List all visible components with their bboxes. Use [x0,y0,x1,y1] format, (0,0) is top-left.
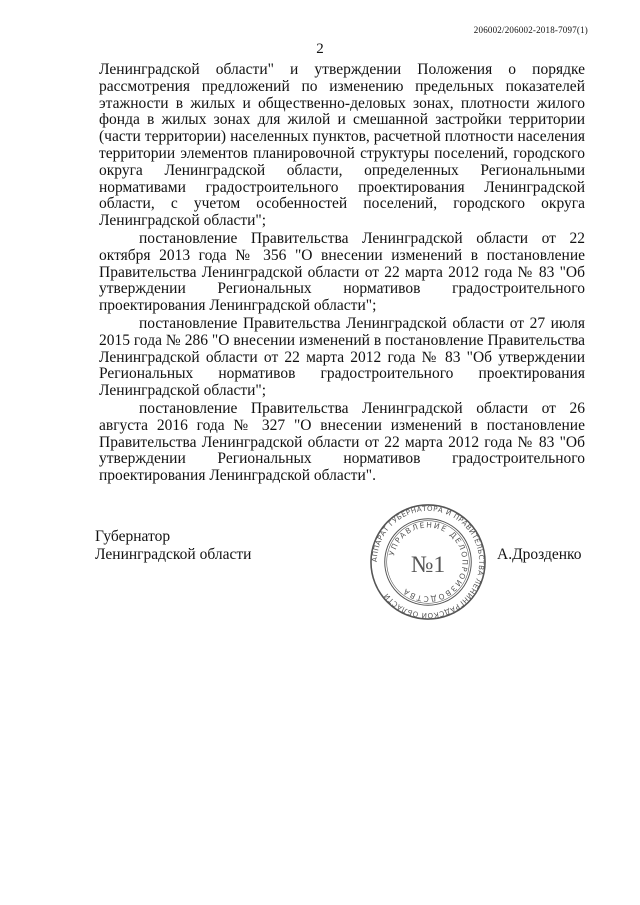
paragraph-4: постановление Правительства Ленинградской области от 26 августа 2016 года № 327 "О внесении изменений в постановление Правительства Ленинградской области от 22 марта 2012 года № 83 "Об утверждении Региональных нормативов градостроительного проектирования Ленинградской области". [99,399,585,485]
seal-inner-text: УПРАВЛЕНИЕ ДЕЛОПРОИЗВОДСТВА [387,520,470,604]
signatory-title-line2: Ленинградской области [95,546,252,563]
document-body [99,62,585,486]
paragraph-2: постановление Правительства Ленинградской области от 22 октября 2013 года № 356 "О внесении изменений в постановление Правительства Ленинградской области от 22 марта 2012 года № 83 "Об утверждении Региональных нормативов градостроительного проектирования Ленинградской области"; [99,229,585,315]
signatory-title [95,528,251,564]
signatory-name: А.Дрозденко [497,546,582,563]
seal-number: №1 [410,551,446,578]
document-id: 206002/206002-2018-7097(1) [473,25,588,35]
page-number: 2 [316,41,324,57]
signatory-title-line1: Губернатор [95,528,171,545]
paragraph-1: Ленинградской области" и утверждении Положения о порядке рассмотрения предложений по изменению предельных показателей этажности в жилых и общественно-деловых зонах, плотности жилого фонда в жилых зонах для жилой и смешанной застройки территории (части территории) населенных пунктов, расчетной плотности населения территории элементов планировочной структуры поселений, городского округа Ленинградской области, определенных Региональными нормативами градостроительного проектирования Ленинградской области, с учетом особенностей поселений, городского округа Ленинградской области"; [99,61,585,230]
seal-outer-text: АППАРАТ ГУБЕРНАТОРА И ПРАВИТЕЛЬСТВА ЛЕНИНГРАДСКОЙ ОБЛАСТИ [369,503,487,621]
paragraph-3: постановление Правительства Ленинградской области от 27 июля 2015 года № 286 "О внесении изменений в постановление Правительства Ленинградской области от 22 марта 2012 года № 83 "Об утверждении Региональных нормативов градостроительного проектирования Ленинградской области"; [99,314,585,400]
official-seal [369,503,487,621]
